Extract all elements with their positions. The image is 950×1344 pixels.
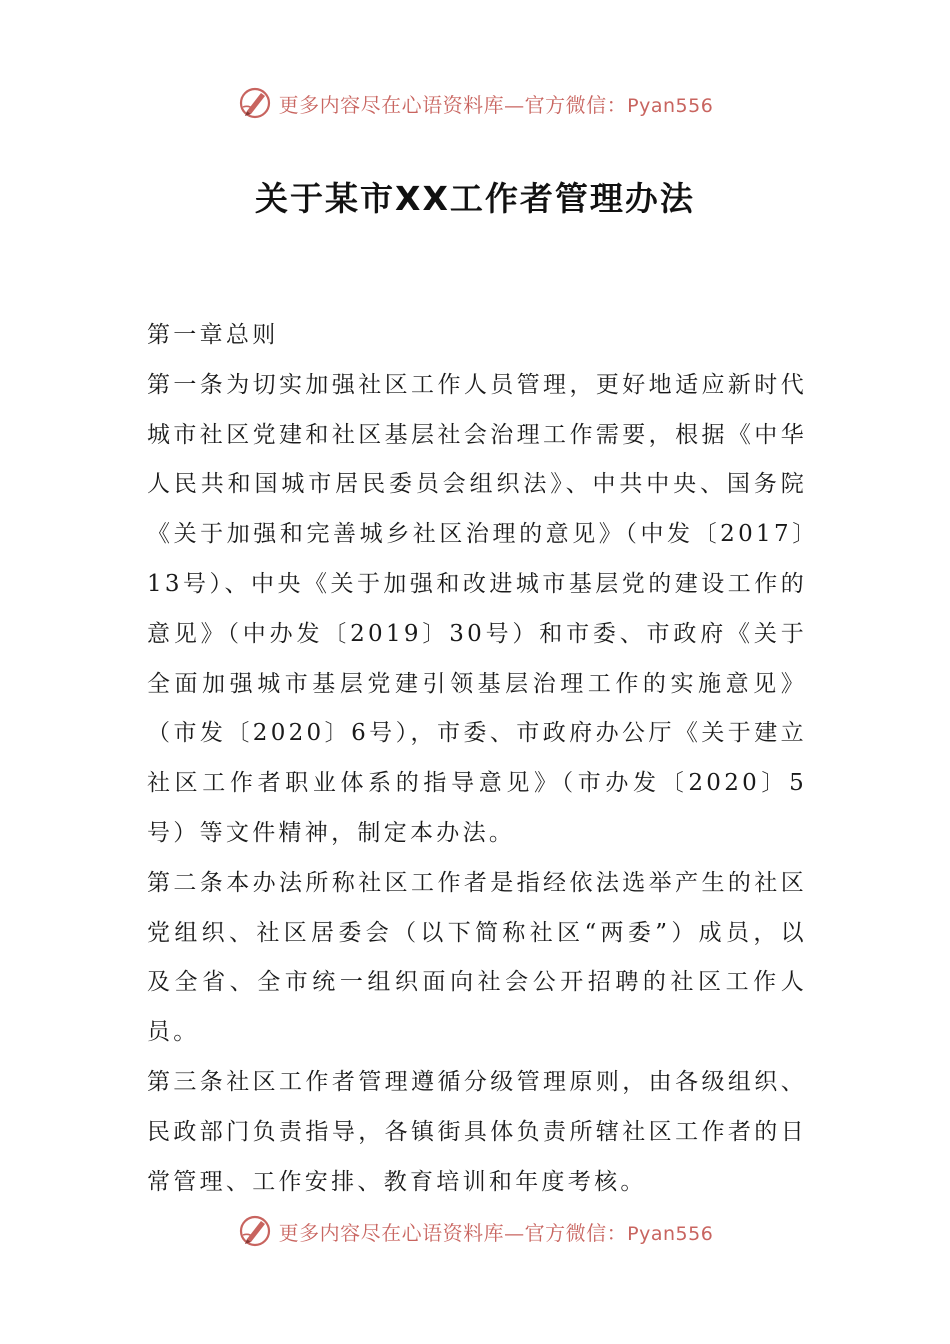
document-title: 关于某市XX工作者管理办法 (255, 179, 695, 218)
wechat-id: Pyan556 (627, 94, 714, 117)
watermark-text: 更多内容尽在心语资料库—官方微信：Pyan556 (278, 92, 714, 117)
footer-watermark (0, 1211, 950, 1251)
pen-circle-logo-icon (237, 1213, 273, 1249)
header-watermark (0, 83, 950, 123)
article-paragraph: 第二条本办法所称社区工作者是指经依法选举产生的社区党组织、社区居委会（以下简称社区“两委”）成员，以及全省、全市统一组织面向社会公开招聘的社区工作人员。 (147, 869, 807, 1046)
watermark-text: 更多内容尽在心语资料库—官方微信：Pyan556 (278, 1220, 714, 1245)
document-body (147, 311, 807, 1207)
article-paragraph: 第三条社区工作者管理遵循分级管理原则，由各级组织、民政部门负责指导，各镇街具体负责所辖社区工作者的日常管理、工作安排、教育培训和年度考核。 (147, 1068, 807, 1195)
chapter-heading: 第一章总则 (147, 322, 279, 348)
pen-circle-logo-icon (237, 85, 273, 121)
wechat-id: Pyan556 (627, 1222, 714, 1245)
article-paragraph: 第一条为切实加强社区工作人员管理，更好地适应新时代城市社区党建和社区基层社会治理工作需要，根据《中华人民共和国城市居民委员会组织法》、中共中央、国务院《关于加强和完善城乡社区治理的意见》（中发〔2017〕13号）、中央《关于加强和改进城市基层党的建设工作的意见》（中办发〔2019〕30号）和市委、市政府《关于全面加强城市基层党建引领基层治理工作的实施意见》（市发〔2020〕6号），市委、市政府办公厅《关于建立社区工作者职业体系的指导意见》（市办发〔2020〕5号）等文件精神，制定本办法。 (147, 371, 807, 846)
